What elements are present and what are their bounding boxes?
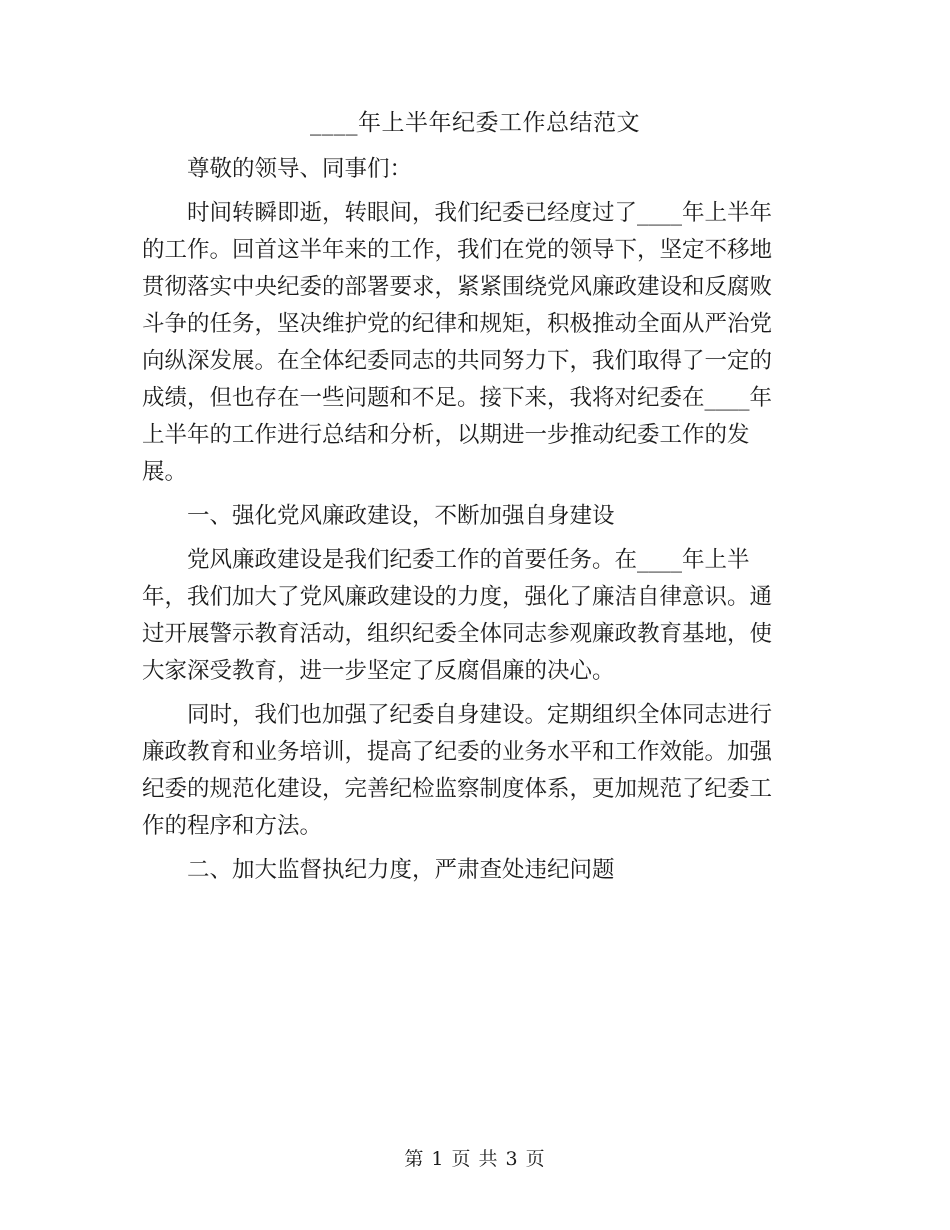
section-heading-text: 一、强化党风廉政建设，不断加强自身建设: [187, 503, 615, 529]
text-line: 过开展警示教育活动，组织纪委全体同志参观廉政教育基地，使: [142, 621, 773, 647]
greeting: [142, 151, 810, 188]
greeting-text: 尊敬的领导、同事们：: [187, 156, 413, 182]
text-line: 向纵深发展。在全体纪委同志的共同努力下，我们取得了一定的: [142, 348, 773, 374]
text-line: 纪委的规范化建设，完善纪检监察制度体系，更加规范了纪委工: [142, 776, 773, 802]
text-line: 斗争的任务，坚决维护党的纪律和规矩，积极推动全面从严治党: [142, 311, 773, 337]
paragraph-section1-a: [142, 542, 810, 690]
text-line: 廉政教育和业务培训，提高了纪委的业务水平和工作效能。加强: [142, 739, 773, 765]
section-heading-text: 二、加大监督执纪力度，严肃查处违纪问题: [187, 857, 615, 883]
text-line: 作的程序和方法。: [142, 813, 323, 839]
text-line: 大家深受教育，进一步坚定了反腐倡廉的决心。: [142, 658, 615, 684]
text-line: 的工作。回首这半年来的工作，我们在党的领导下，坚定不移地: [142, 237, 773, 263]
document-title: ____年上半年纪委工作总结范文: [310, 110, 640, 136]
section-heading-2: [142, 852, 810, 889]
text-line: 同时，我们也加强了纪委自身建设。定期组织全体同志进行: [187, 702, 773, 728]
text-line: 上半年的工作进行总结和分析，以期进一步推动纪委工作的发: [142, 422, 750, 448]
paragraph-intro: [142, 195, 810, 491]
text-line: 年，我们加大了党风廉政建设的力度，强化了廉洁自律意识。通: [142, 584, 773, 610]
page-number: 第 1 页 共 3 页: [404, 1148, 546, 1170]
document-body: [142, 151, 810, 896]
section-heading-1: [142, 498, 810, 535]
text-line: 贯彻落实中央纪委的部署要求，紧紧围绕党风廉政建设和反腐败: [142, 274, 773, 300]
text-line: 时间转瞬即逝，转眼间，我们纪委已经度过了____年上半年: [187, 200, 773, 226]
text-line: 成绩，但也存在一些问题和不足。接下来，我将对纪委在____年: [142, 385, 773, 411]
text-line: 展。: [142, 459, 188, 485]
paragraph-section1-b: [142, 697, 810, 845]
text-line: 党风廉政建设是我们纪委工作的首要任务。在____年上半: [187, 547, 750, 573]
